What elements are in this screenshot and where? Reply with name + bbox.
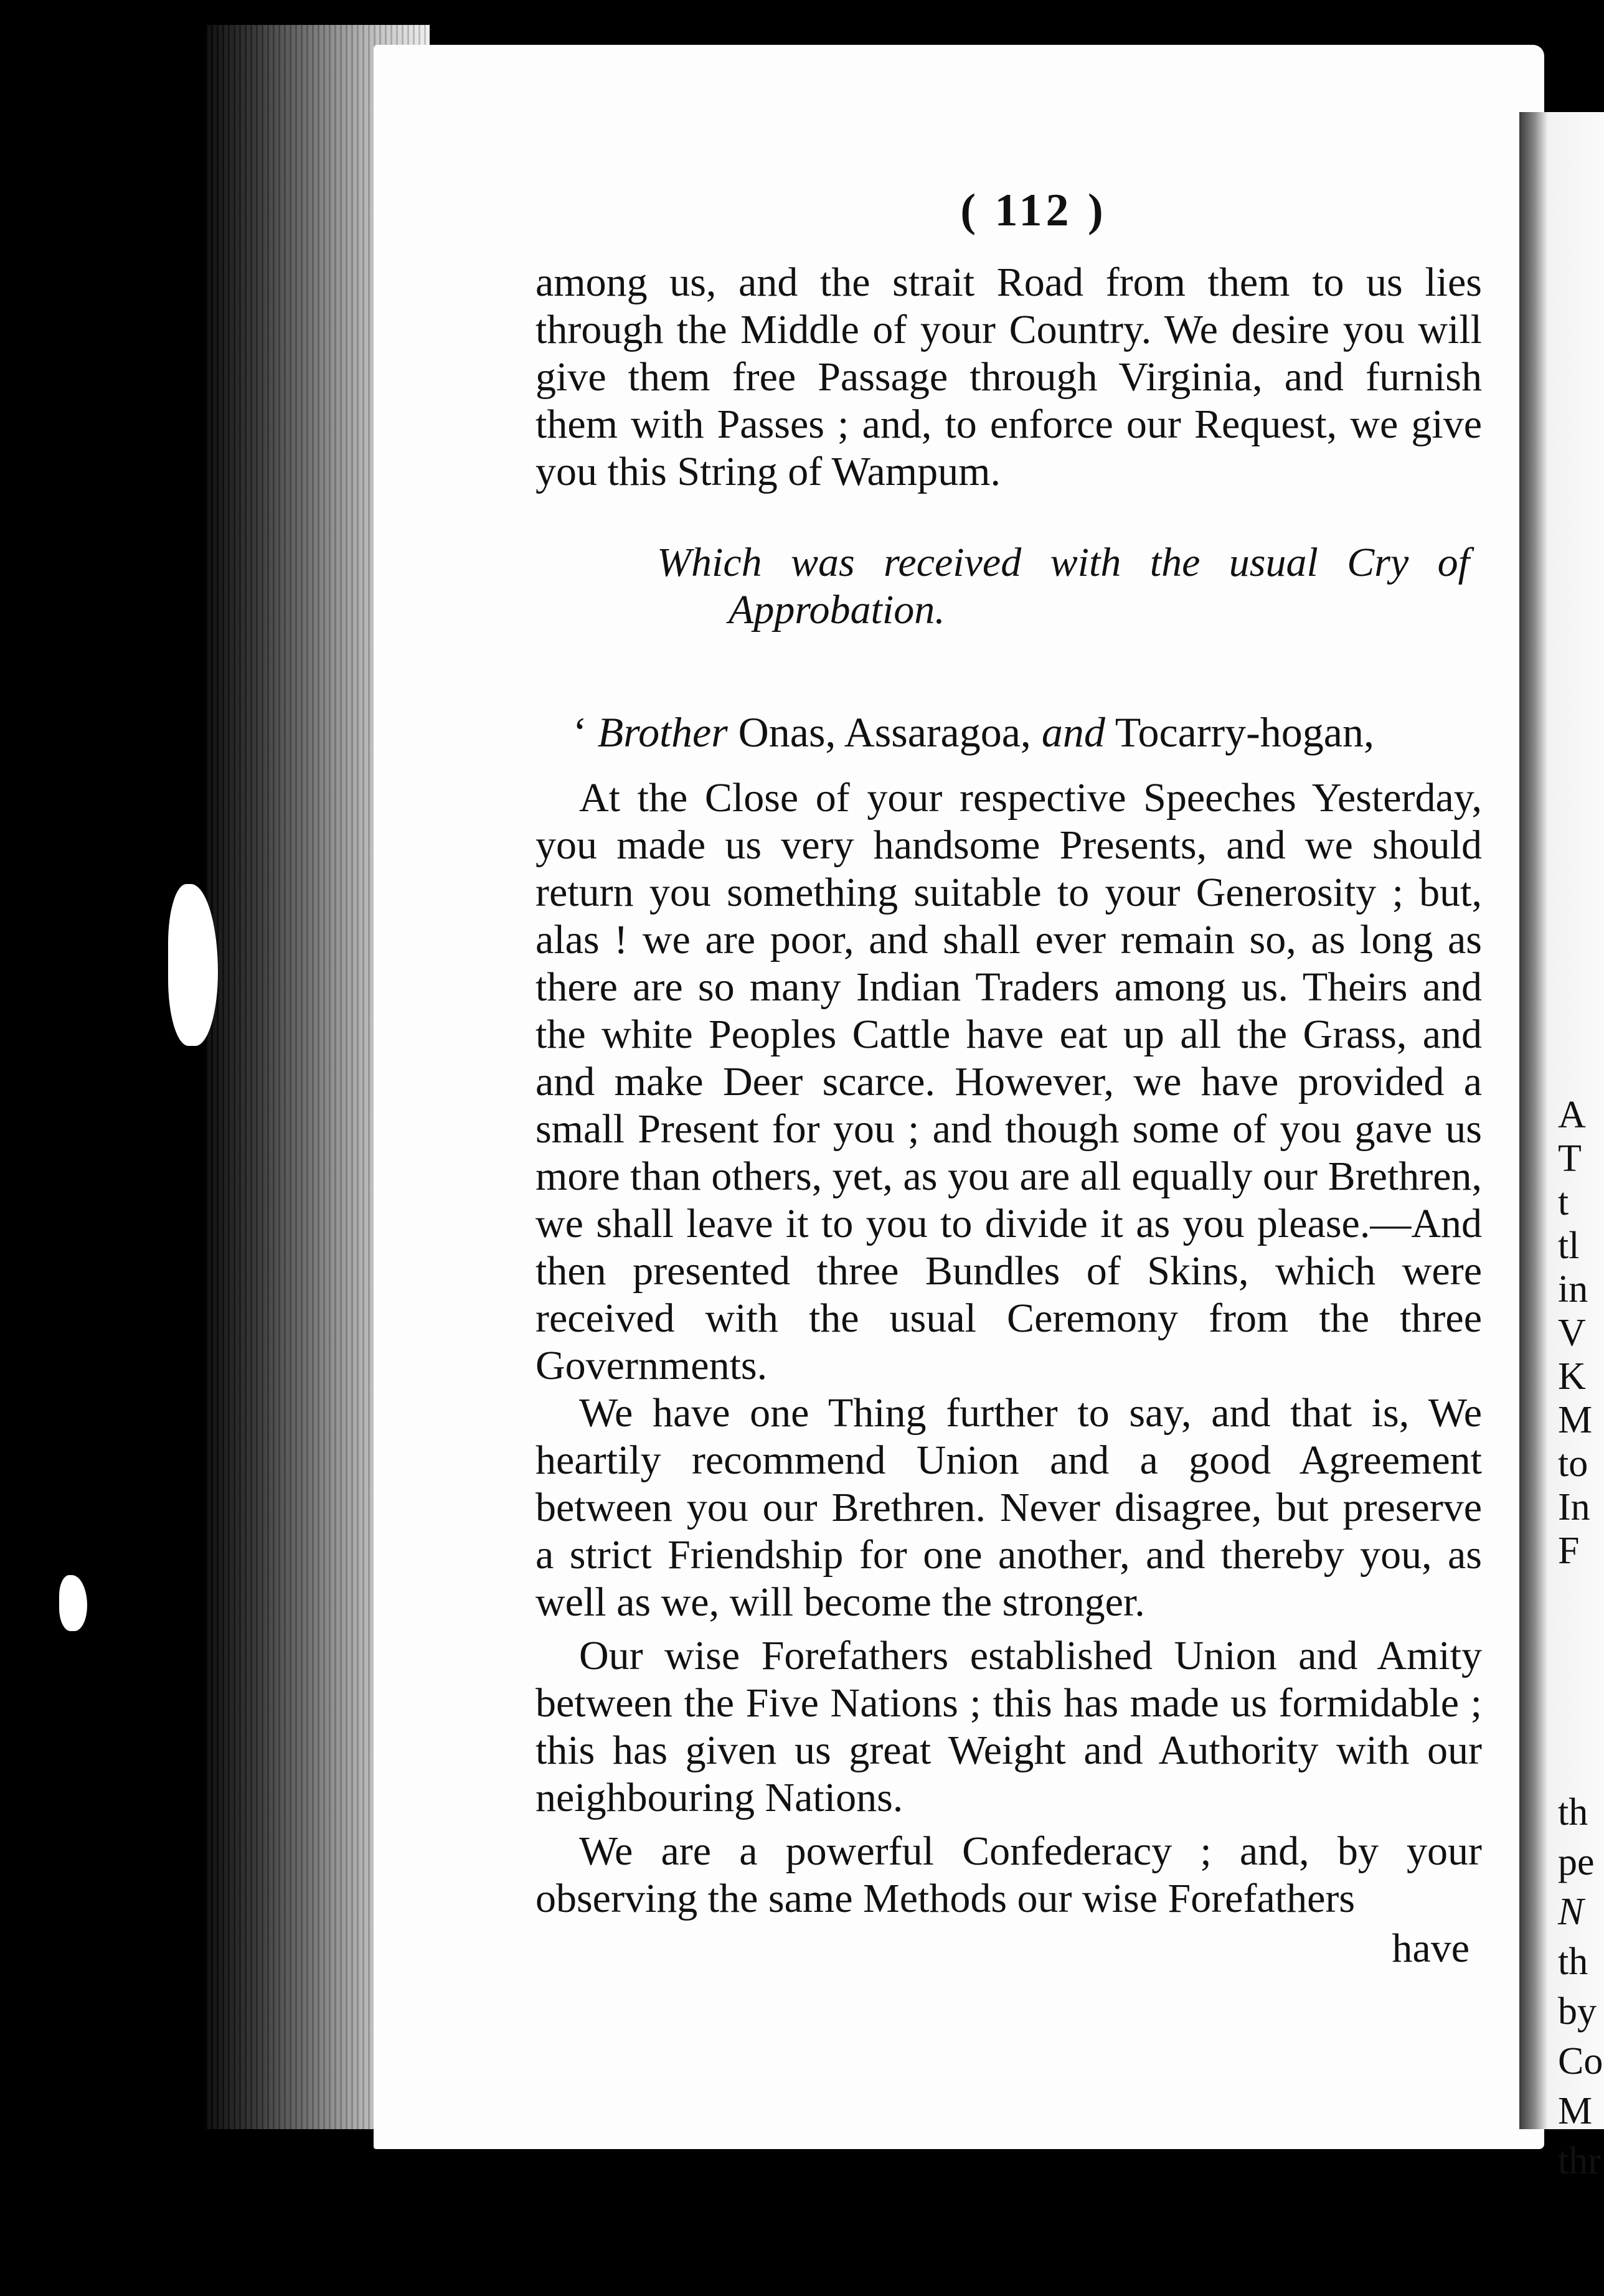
facing-page-fragment: A — [1558, 1094, 1586, 1136]
italic-note: Which was received with the usual Cry of Approbation. — [657, 540, 1470, 633]
paragraph: At the Close of your respective Speeches Yesterday, you made us very handsome Presents, and we should return you something suitable to your Generosity ; but, alas ! we are poor, and shall ever remain so, as long as there are so many Indian Traders among us. Theirs and the white Peoples Cattle have eat up all the Grass, and and make Deer scarce. However, we have provided a small Present for you ; and though some of you gave us more than others, yet, as you are all equally our Brethren, we shall leave it to you to divide it as you please.—And then presented three Bundles of Skins, which were received with the usual Ceremony from the three Governments. — [535, 775, 1482, 1388]
facing-page-fragment: thr — [1558, 2140, 1601, 2182]
address-word: and — [1041, 708, 1105, 756]
catchword: have — [1392, 1926, 1470, 1971]
address-names: Tocarry-hogan, — [1115, 708, 1374, 756]
facing-page-fragment: to — [1558, 1442, 1588, 1485]
paper-damage-mark — [59, 1575, 87, 1631]
address-word: Brother — [597, 708, 728, 756]
facing-page-fragment: th — [1558, 1791, 1588, 1833]
facing-page-fragment: in — [1558, 1268, 1588, 1310]
facing-page-fragment: T — [1558, 1137, 1582, 1180]
facing-page-fragment: by — [1558, 1990, 1597, 2033]
facing-page-fragment: F — [1558, 1530, 1580, 1572]
paragraph: Our wise Forefathers established Union and Amity between the Five Nations ; this has made us formidable ; this has given us great Weight and Authority with our neighbouring Nations. — [535, 1633, 1482, 1820]
paragraph: We have one Thing further to say, and that is, We heartily recommend Union and a good Agreement between you our Brethren. Never disagree, but preserve a strict Friendship for one another, and thereby you, as well as we, will become the stronger. — [535, 1390, 1482, 1625]
speech-address — [573, 708, 1482, 756]
facing-page-fragment: pe — [1558, 1841, 1595, 1883]
facing-page-fragment: M — [1558, 2090, 1593, 2132]
facing-page-fragment: t — [1558, 1181, 1569, 1223]
paragraph: among us, and the strait Road from them to us lies through the Middle of your Country. We desire you will give them free Passage through Virginia, and furnish them with Passes ; and, to enforce our Request, we give you this String of Wampum. — [535, 260, 1482, 494]
facing-page-fragment: N — [1558, 1891, 1584, 1933]
paragraph: We are a powerful Confederacy ; and, by your observing the same Methods our wise Forefathers — [535, 1828, 1482, 1921]
page-text-block — [535, 187, 1482, 1972]
facing-page-edge — [1519, 112, 1604, 2182]
facing-page-fragment: Co — [1558, 2040, 1603, 2082]
quote-mark: ‘ — [573, 708, 587, 756]
address-names: Onas, Assaragoa, — [738, 708, 1031, 756]
facing-page-fragment: th — [1558, 1941, 1588, 1983]
facing-page-fragment: V — [1558, 1312, 1586, 1354]
facing-page-fragment: tl — [1558, 1225, 1580, 1267]
page-number: ( 112 ) — [960, 185, 1107, 236]
facing-page-fragment: M — [1558, 1399, 1593, 1441]
facing-page-fragment: K — [1558, 1355, 1586, 1398]
facing-page-fragment: In — [1558, 1486, 1590, 1528]
